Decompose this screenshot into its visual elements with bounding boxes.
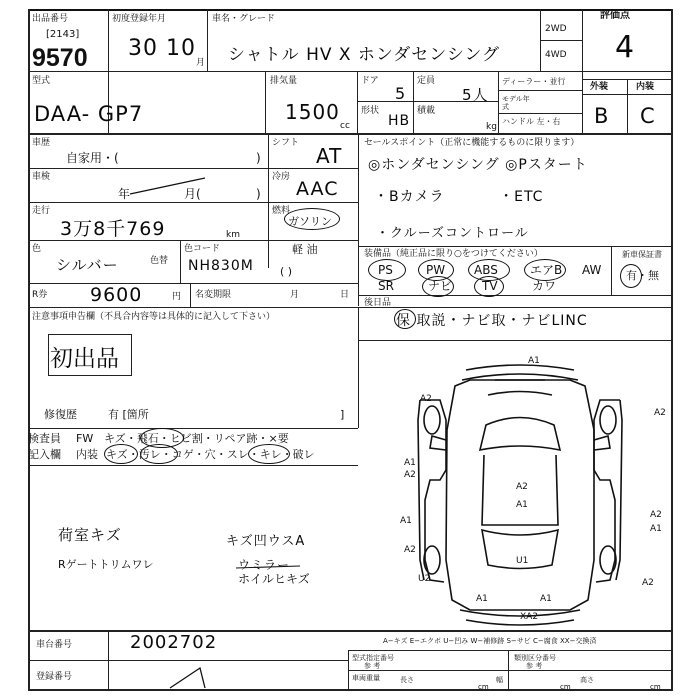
- mark-rear-bumper-left: A1: [476, 594, 488, 604]
- mark-left-door: A1: [400, 516, 412, 526]
- chassis-label: 車台番号: [36, 640, 73, 650]
- wd2-label: 2WD: [545, 24, 567, 34]
- inspection-month: 月(: [184, 187, 201, 201]
- warranty-label: 新車保証書: [622, 250, 662, 259]
- displacement-value: 1500: [285, 100, 340, 124]
- ref2-label: 参 考: [526, 662, 543, 670]
- first-listing-text: 初出品: [50, 346, 119, 372]
- lot-label: 出品番号: [32, 14, 69, 24]
- month-suffix: 月: [196, 58, 206, 68]
- mark-rear-right: A2: [642, 578, 654, 588]
- history-close: ): [256, 151, 261, 165]
- shift-value: AT: [316, 144, 343, 168]
- reg-label: 登録番号: [36, 672, 73, 682]
- mark-fender-left: A2: [404, 470, 416, 480]
- model-year-label: モデル年式: [502, 95, 530, 111]
- handle-label: ハンドル 左・右: [502, 117, 561, 126]
- note-wheel-scratch: ホイルヒキズ: [238, 572, 310, 586]
- cc-unit: cc: [340, 121, 350, 131]
- color-code-label: 色コード: [184, 244, 221, 254]
- eq-aw: AW: [582, 263, 602, 277]
- note-cargo-scratch: 荷室キズ: [58, 526, 122, 544]
- note-light-dent: キズ凹ウスA: [226, 534, 306, 549]
- aftermarket-label: 後日品: [364, 298, 392, 308]
- eq-ps-circle: [368, 259, 406, 281]
- ac-value: AAC: [296, 178, 339, 200]
- door-label: ドア: [361, 76, 379, 86]
- interior-label: 内装: [636, 82, 655, 92]
- fuel-sub: 軽 油: [292, 243, 318, 256]
- eq-airbag: エアB: [530, 263, 563, 277]
- eq-tv-circle: [474, 276, 504, 297]
- exterior-label: 外装: [590, 82, 609, 92]
- sales-line-3: ・クルーズコントロール: [376, 226, 529, 241]
- fw-label: FW: [76, 432, 94, 445]
- fuel-value: ガソリン: [288, 215, 332, 228]
- name-change-label: 名変期限: [195, 290, 232, 300]
- sales-line-2: ・Bカメラ ・ETC: [374, 189, 544, 205]
- interior-items: キズ・汚レ・コゲ・穴・スレ・キレ・破レ: [106, 448, 315, 461]
- inspection-close: ): [256, 187, 261, 201]
- mark-rear-left: U2: [418, 574, 431, 584]
- width-label: 幅: [496, 676, 503, 684]
- aftermarket-circle: [394, 309, 416, 329]
- name-label: 車名・グレード: [212, 14, 276, 24]
- ac-label: 冷房: [272, 172, 291, 182]
- eq-navi-circle: [422, 276, 454, 297]
- fw-items: キズ・飛石・ヒビ割・リペア跡・×要: [104, 432, 289, 445]
- shape-label: 形状: [361, 106, 380, 116]
- load-label: 積載: [417, 106, 436, 116]
- mileage-value: 3万8千769: [60, 218, 166, 240]
- sales-points-label: セールスポイント（正常に機能するものに限ります）: [364, 138, 580, 148]
- ref-label: 参 考: [364, 662, 381, 670]
- eq-pw: PW: [426, 263, 446, 277]
- repair-close: ]: [340, 408, 345, 421]
- kg-unit: kg: [486, 122, 497, 132]
- eq-abs: ABS: [474, 263, 498, 277]
- mark-right-door-2: A1: [650, 524, 662, 534]
- eq-ps: PS: [378, 263, 393, 277]
- capacity-label: 定員: [417, 76, 436, 86]
- shape-value: HB: [388, 113, 411, 129]
- lot-code: [2143]: [46, 29, 80, 40]
- recycle-label: R券: [32, 290, 48, 300]
- mark-front-right: A2: [654, 408, 666, 418]
- int-dirt-circle: [140, 444, 178, 464]
- mark-rear-bumper-right: A1: [540, 594, 552, 604]
- yen-unit: 円: [172, 292, 182, 302]
- first-reg-label: 初度登録年月: [112, 14, 167, 24]
- int-rub-circle: [248, 444, 290, 464]
- eq-tv: TV: [482, 279, 498, 293]
- history-value: 自家用・(: [66, 151, 119, 165]
- aftermarket-value: 保 取説・ナビ取・ナビLINC: [396, 313, 588, 329]
- color-change-label: 色替: [150, 256, 169, 266]
- capacity-value: 5人: [462, 86, 489, 104]
- displacement-label: 排気量: [270, 76, 298, 86]
- eq-navi: ナビ: [428, 279, 453, 293]
- cm-unit-2: cm: [560, 683, 571, 691]
- warranty-circle: [620, 264, 642, 288]
- km-unit: km: [226, 230, 240, 240]
- mark-right-door: A2: [650, 510, 662, 520]
- recycle-value: 9600: [90, 284, 143, 306]
- mark-front-bumper: A1: [528, 356, 540, 366]
- fuel-circle: [284, 208, 340, 230]
- equipment-label: 装備品（純正品に限り○をつけてください）: [364, 249, 543, 259]
- color-code-value: NH830M: [188, 258, 254, 274]
- repair-value: 有 [箇所: [108, 408, 149, 421]
- name-value: シャトル HV X ホンダセンシング: [228, 45, 501, 65]
- chassis-value: 2002702: [130, 632, 218, 653]
- length-label: 長さ: [400, 676, 414, 684]
- mileage-label: 走行: [32, 206, 51, 216]
- class-label: 類別区分番号: [514, 654, 556, 662]
- entry-label: 記入欄: [28, 448, 61, 461]
- fuel-paren: ( ): [280, 265, 293, 278]
- interior-inspect-label: 内装: [76, 448, 98, 461]
- inspector-label: 検査員: [28, 432, 61, 445]
- inspection-label: 車検: [32, 172, 51, 182]
- cm-unit-3: cm: [650, 683, 661, 691]
- door-value: 5: [395, 84, 407, 103]
- model-label: 型式: [32, 76, 51, 86]
- name-change-day: 日: [340, 290, 350, 300]
- color-label: 色: [32, 244, 42, 254]
- lot-number: 9570: [32, 44, 88, 72]
- first-reg-value: 30 10: [128, 36, 196, 61]
- repair-label: 修復歴: [44, 408, 77, 421]
- color-value: シルバー: [56, 256, 119, 274]
- mark-roof: A2: [516, 482, 528, 492]
- grade-label: 評価点: [600, 10, 630, 21]
- eq-leather: カワ: [532, 279, 557, 293]
- eq-airbag-circle: [524, 259, 566, 281]
- model-cert-label: 型式指定番号: [352, 654, 394, 662]
- warranty-value: 有・無: [626, 269, 659, 282]
- dealer-label: ディーラー・並行: [502, 77, 566, 86]
- interior-value: C: [640, 104, 656, 128]
- fuel-label: 燃料: [272, 206, 291, 216]
- model-value: DAA- GP7: [34, 102, 144, 126]
- int-scratch-circle: [104, 444, 138, 464]
- grade-value: 4: [615, 30, 636, 65]
- shift-label: シフト: [272, 138, 300, 148]
- mark-hood-left: A1: [404, 458, 416, 468]
- mark-left-rear: A2: [404, 545, 416, 555]
- mark-roof-2: A1: [516, 500, 528, 510]
- name-change-month: 月: [290, 290, 300, 300]
- cm-unit-1: cm: [478, 683, 489, 691]
- mark-rear-bumper: XA2: [520, 612, 539, 622]
- damage-legend: A−キズ E−エクボ U−凹み W−補修跡 S−サビ C−腐食 XX−交換済: [383, 637, 597, 645]
- inspection-year: 年: [118, 187, 131, 201]
- height-label: 高さ: [580, 676, 594, 684]
- weight-label: 車両重量: [352, 674, 380, 682]
- wd4-label: 4WD: [545, 50, 567, 60]
- note-mirror: ウミラー: [238, 558, 291, 572]
- sales-line-1: ◎ホンダセンシング ◎Pスタート: [368, 157, 588, 173]
- history-label: 車歴: [32, 138, 51, 148]
- mark-front-left: A2: [420, 394, 432, 404]
- eq-sr: SR: [378, 279, 394, 293]
- exterior-value: B: [594, 104, 610, 128]
- note-rgate-trim: Rゲートトリムワレ: [58, 558, 154, 571]
- mark-rear-window: U1: [516, 556, 529, 566]
- notes-label: 注意事項申告欄（不具合内容等は具体的に記入して下さい）: [32, 312, 276, 322]
